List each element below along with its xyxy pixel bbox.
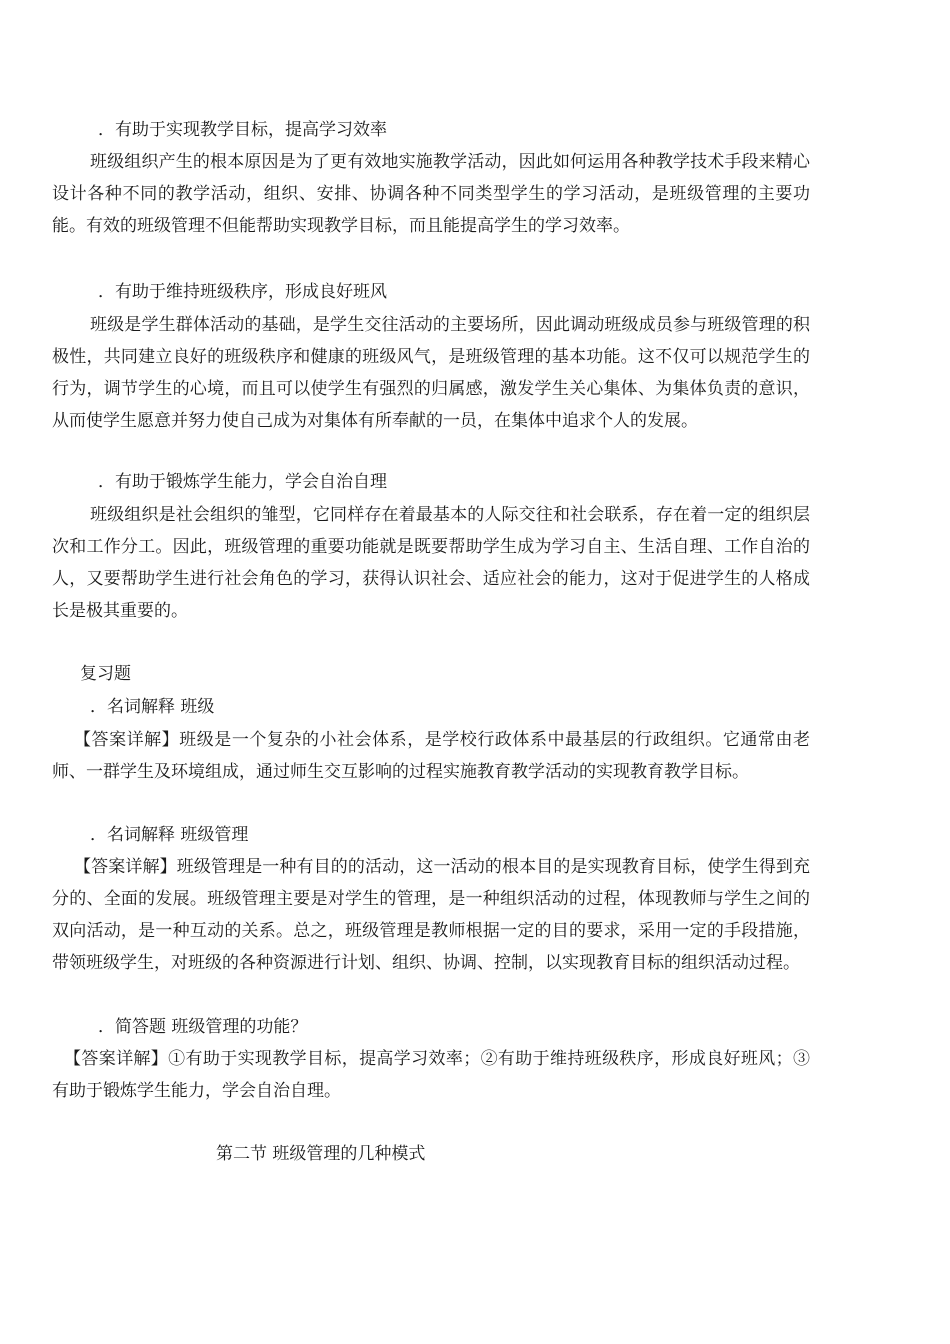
review-title: 复习题: [80, 664, 131, 684]
section-title: 第二节 班级管理的几种模式: [216, 1144, 426, 1164]
review-question-1: ．名词解释 班级: [90, 697, 215, 717]
review-answer-2: 【答案详解】班级管理是一种有目的的活动，这一活动的根本目的是实现教育目标，使学生得到充分的、全面的发展。班级管理主要是对学生的管理，是一种组织活动的过程，体现教师与学生之间的双向活动，是一种互动的关系。总之，班级管理是教师根据一定的目的要求，采用一定的手段措施，带领班级学生，对班级的各种资源进行计划、组织、协调、控制，以实现教育目标的组织活动过程。: [52, 857, 810, 973]
subheading-goal: ．有助于实现教学目标，提高学习效率: [98, 120, 387, 140]
review-question-3: ．简答题 班级管理的功能？: [98, 1017, 308, 1037]
subheading-order: ．有助于维持班级秩序，形成良好班风: [98, 282, 387, 302]
subheading-ability: ．有助于锻炼学生能力，学会自治自理: [98, 472, 387, 492]
review-question-2: ．名词解释 班级管理: [90, 825, 249, 845]
review-answer-3: 【答案详解】①有助于实现教学目标，提高学习效率；②有助于维持班级秩序，形成良好班风；③有助于锻炼学生能力，学会自治自理。: [52, 1049, 810, 1101]
paragraph-ability: 班级组织是社会组织的雏型，它同样存在着最基本的人际交往和社会联系，存在着一定的组织层次和工作分工。因此，班级管理的重要功能就是既要帮助学生成为学习自主、生活自理、工作自治的人，又要帮助学生进行社会角色的学习，获得认识社会、适应社会的能力，这对于促进学生的人格成长是极其重要的。: [52, 505, 810, 621]
review-answer-1: 【答案详解】班级是一个复杂的小社会体系，是学校行政体系中最基层的行政组织。它通常由老师、一群学生及环境组成，通过师生交互影响的过程实施教育教学活动的实现教育教学目标。: [52, 730, 810, 782]
paragraph-order: 班级是学生群体活动的基础，是学生交往活动的主要场所，因此调动班级成员参与班级管理的积极性，共同建立良好的班级秩序和健康的班级风气，是班级管理的基本功能。这不仅可以规范学生的行为，调节学生的心境，而且可以使学生有强烈的归属感，激发学生关心集体、为集体负责的意识，从而使学生愿意并努力使自己成为对集体有所奉献的一员，在集体中追求个人的发展。: [52, 315, 810, 431]
paragraph-goal: 班级组织产生的根本原因是为了更有效地实施教学活动，因此如何运用各种教学技术手段来精心设计各种不同的教学活动，组织、安排、协调各种不同类型学生的学习活动，是班级管理的主要功能。有效的班级管理不但能帮助实现教学目标，而且能提高学生的学习效率。: [52, 152, 810, 236]
